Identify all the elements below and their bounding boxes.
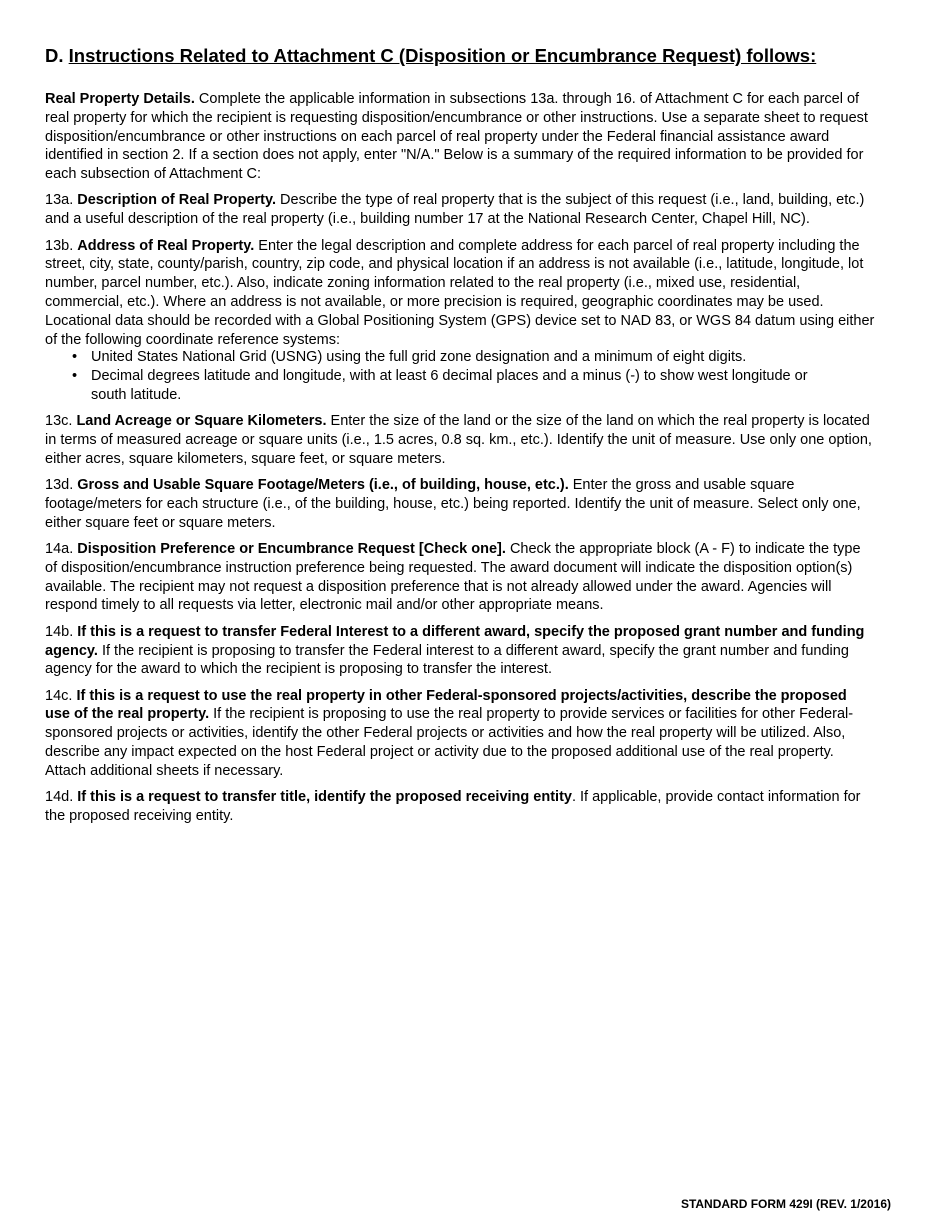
paragraph-13a [45,191,875,229]
bullet-icon: • [72,368,78,385]
list-item-text: Decimal degrees latitude and longitude, with at least 6 decimal places and a minus (-) to show west longitude or south latitude. [91,368,808,403]
intro-paragraph [45,90,875,184]
item-number: 13d. [45,477,78,494]
item-text: Enter the gross and usable square footage/meters for each structure (i.e., of the building, house, etc.) being reported. Identify the unit of measure. Select only one, either square feet or square meters. [45,477,861,531]
item-lead: If this is a request to use the real property in other Federal-sponsored projects/activities, describe the proposed use of the real property. [45,687,847,723]
item-number: 14c. [45,687,77,704]
paragraph-14c [45,687,875,781]
intro-lead: Real Property Details. [45,91,195,107]
item-lead: Disposition Preference or Encumbrance Request [Check one]. [77,541,506,558]
item-text: Enter the size of the land or the size of the land on which the real property is located in terms of measured acreage or square units (i.e., 1.5 acres, 0.8 sq. km., etc.). Identify the unit of measure. Use only one option, either acres, square kilometers, square feet, or square meters. [45,413,872,467]
item-lead: If this is a request to transfer Federal Interest to a different award, specify the proposed grant number and funding agency. [45,623,865,659]
section-title: Instructions Related to Attachment C (Disposition or Encumbrance Request) follows: [68,45,817,66]
item-number: 14b. [45,623,78,640]
coordinate-systems-list [45,348,875,404]
item-text: Enter the legal description and complete address for each parcel of real property including the street, city, state, county/parish, country, zip code, and physical location if an address is not available (i.e., latitude, longitude, lot number, parcel number, etc.). Also, indicate zoning information related to the real property (i.e., mixed use, residential, commercial, etc.). Where an address is not available, or more precision is required, geographic coordinates may be used. Locational data should be recorded with a Global Positioning System (GPS) device set to NAD 83, or WGS 84 datum using either of the following coordinate reference systems: [45,237,875,348]
paragraph-14d [45,788,875,826]
paragraph-14b [45,623,875,679]
paragraph-13c [45,412,875,468]
intro-text: Complete the applicable information in subsections 13a. through 16. of Attachment C for each parcel of real property for which the recipient is requesting disposition/encumbrance or other instructions. Use a separate sheet to request disposition/encumbrance or other instructions on each parcel of real property under the Federal financial assistance award identified in section 2. If a section does not apply, enter "N/A." Below is a summary of the required information to be provided for each subsection of Attachment C: [45,91,868,183]
paragraph-13b [45,237,875,350]
item-number: 14d. [45,789,78,806]
paragraph-14a [45,540,875,615]
item-text: . If applicable, provide contact information for the proposed receiving entity. [45,789,861,824]
item-lead: Address of Real Property. [77,237,255,254]
item-number: 14a. [45,541,78,558]
list-item [45,348,811,367]
item-lead: If this is a request to transfer title, identify the proposed receiving entity [77,789,572,806]
item-number: 13a. [45,192,78,209]
item-number: 13b. [45,237,78,254]
item-lead: Description of Real Property. [77,192,276,209]
section-letter: D. [45,45,64,66]
list-item-text: United States National Grid (USNG) using the full grid zone designation and a minimum of eight digits. [91,349,747,366]
item-number: 13c. [45,413,77,430]
item-text: If the recipient is proposing to use the real property to provide services or facilities for other Federal-sponsored projects or activities, identify the other Federal projects or activities and how the real property will be utilized. Also, describe any impact expected on the host Federal project or activity due to the proposed additional use of the real property. Attach additional sheets if necessary. [45,706,854,779]
section-heading [45,45,905,67]
item-text: Check the appropriate block (A - F) to indicate the type of disposition/encumbrance instruction preference being requested. The award document will indicate the disposition option(s) available. The recipient may not request a disposition preference that is not already allowed under the award. Agencies will respond timely to all requests via letter, electronic mail and/or other appropriate means. [45,541,861,614]
item-text: Describe the type of real property that is the subject of this request (i.e., land, building, etc.) and a useful description of the real property (i.e., building number 17 at the National Research Center, Chapel Hill, NC). [45,192,865,228]
instructions-body [45,90,875,833]
list-item [45,367,811,405]
item-lead: Land Acreage or Square Kilometers. [76,413,327,430]
form-identifier: STANDARD FORM 429I (REV. 1/2016) [680,1197,891,1211]
bullet-icon: • [72,349,78,366]
item-lead: Gross and Usable Square Footage/Meters (i.e., of building, house, etc.). [77,477,569,494]
paragraph-13d [45,476,875,532]
item-text: If the recipient is proposing to transfer the Federal interest to a different award, specify the grant number and funding agency for the award to which the recipient is proposing to transfer the interest. [45,642,849,678]
